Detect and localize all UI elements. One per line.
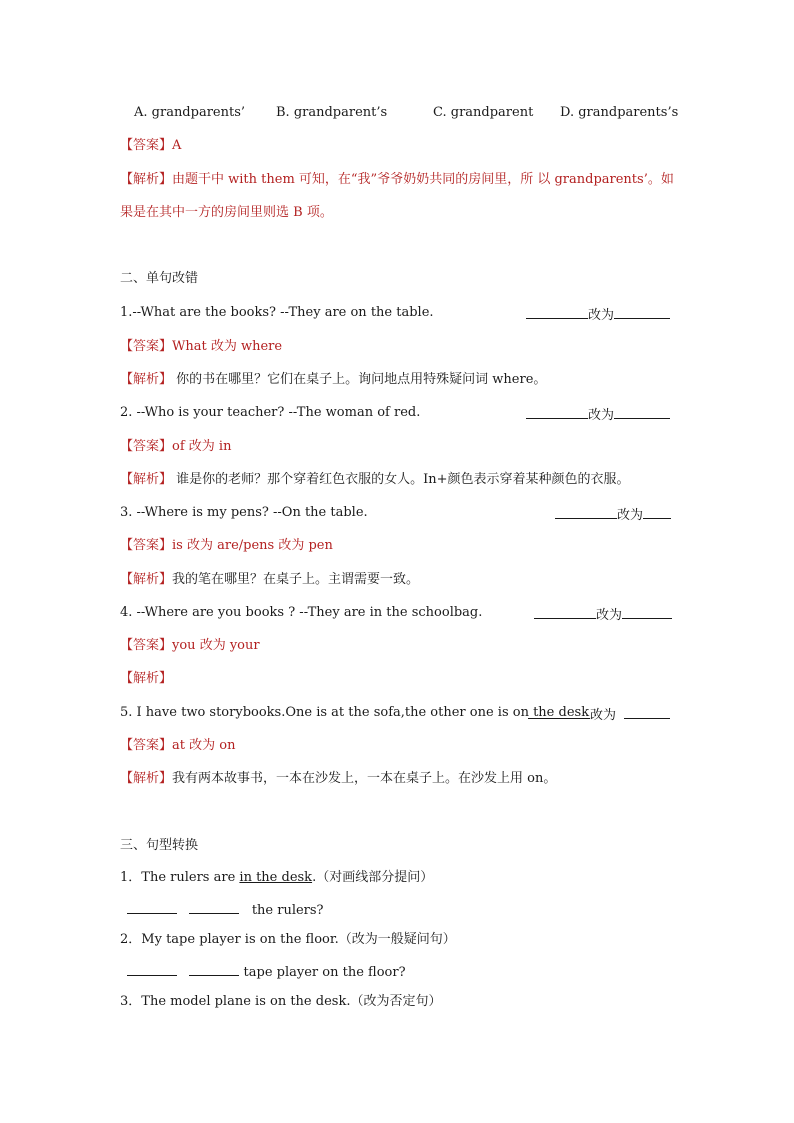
question-text: 2．My tape player is on the floor.（改为一般疑问句）: [120, 932, 456, 947]
analysis-line: [120, 471, 630, 489]
question-text: 3. --Where is my pens? --On the table.: [120, 505, 368, 520]
answer-text: What 改为 where: [172, 339, 283, 354]
answer-text: at 改为 on: [172, 738, 236, 753]
answer-line: the rulers?: [127, 900, 324, 920]
answer-text: is 改为 are/pens 改为 pen: [172, 538, 333, 553]
analysis-label: 【解析】: [120, 372, 173, 387]
correction-blanks: 改为: [555, 504, 671, 523]
analysis-line: [120, 571, 419, 589]
analysis-label: 【解析】: [120, 671, 173, 686]
analysis-line: [120, 670, 172, 688]
underlined-phrase: in the desk: [239, 870, 313, 885]
answer-blank[interactable]: [624, 705, 670, 719]
answer-blank[interactable]: [614, 405, 670, 419]
answer-line: tape player on the floor?: [127, 962, 406, 982]
analysis-label: 【解析】: [120, 572, 173, 587]
answer-blank[interactable]: [526, 305, 588, 319]
q0-answer: [120, 137, 181, 155]
answer-blank[interactable]: [526, 405, 588, 419]
analysis-text: 我有两本故事书，一本在沙发上，一本在桌子上。在沙发上用 on。: [172, 771, 557, 786]
answer-blank[interactable]: [534, 605, 596, 619]
answer-label: 【答案】: [120, 138, 173, 153]
section-title: 二、单句改错: [120, 271, 199, 286]
option-a: A. grandparents’: [134, 105, 246, 120]
answer-blank[interactable]: [127, 962, 177, 976]
answer-text: you 改为 your: [172, 638, 260, 653]
answer-label: 【答案】: [120, 738, 173, 753]
analysis-text: 我的笔在哪里？在桌子上。主谓需要一致。: [172, 572, 420, 587]
question-text: 5. I have two storybooks.One is at the sofa,the other one is on the desk .: [120, 705, 598, 720]
analysis-line: [120, 371, 546, 389]
question-text: 3．The model plane is on the desk.（改为否定句）: [120, 994, 442, 1009]
answer-line: [120, 438, 231, 456]
answer-blank[interactable]: [622, 605, 672, 619]
answer-blank[interactable]: [189, 962, 239, 976]
option-b: B. grandparent’s: [276, 105, 388, 120]
question-text: 1．The rulers are in the desk.（对画线部分提问）: [120, 870, 434, 885]
answer-line: [120, 637, 260, 655]
analysis-label: 【解析】: [120, 771, 173, 786]
analysis-text: 你的书在哪里？它们在桌子上。询问地点用特殊疑问词 where。: [172, 372, 547, 387]
correction-blanks: 改为: [528, 704, 670, 723]
analysis-text: 由题干中 with them 可知，在“我”爷爷奶奶共同的房间里，所 以 grandparents’。如: [172, 172, 674, 187]
answer-label: 【答案】: [120, 538, 173, 553]
correction-blanks: 改为: [526, 404, 670, 423]
answer-blank[interactable]: [127, 900, 177, 914]
answer-label: 【答案】: [120, 638, 173, 653]
answer-label: 【答案】: [120, 339, 173, 354]
answer-line: [120, 737, 235, 755]
answer-blank[interactable]: [555, 505, 617, 519]
answer-blank[interactable]: [614, 305, 670, 319]
analysis-label: 【解析】: [120, 172, 173, 187]
analysis-line: [120, 770, 556, 788]
question-text: 4. --Where are you books ? --They are in the schoolbag.: [120, 605, 483, 620]
answer-blank[interactable]: [528, 705, 590, 719]
analysis-text: 谁是你的老师？那个穿着红色衣服的女人。In+颜色表示穿着某种颜色的衣服。: [172, 472, 630, 487]
option-c: C. grandparent: [433, 105, 534, 120]
answer-label: 【答案】: [120, 439, 173, 454]
analysis-label: 【解析】: [120, 472, 173, 487]
answer-line: [120, 338, 282, 356]
correction-blanks: 改为: [534, 604, 672, 623]
q0-analysis: [120, 171, 674, 189]
correction-blanks: 改为: [526, 304, 670, 323]
answer-line: [120, 537, 333, 555]
answer-text: A: [172, 138, 182, 153]
answer-text: of 改为 in: [172, 439, 232, 454]
answer-blank[interactable]: [189, 900, 239, 914]
section-title: 三、句型转换: [120, 838, 199, 853]
answer-blank[interactable]: [643, 505, 671, 519]
question-text: 1.--What are the books? --They are on the table.: [120, 305, 434, 320]
q0-analysis-cont: 果是在其中一方的房间里则选 B 项。: [120, 205, 333, 220]
option-d: D. grandparents’s: [560, 105, 679, 120]
question-text: 2. --Who is your teacher? --The woman of red.: [120, 405, 421, 420]
